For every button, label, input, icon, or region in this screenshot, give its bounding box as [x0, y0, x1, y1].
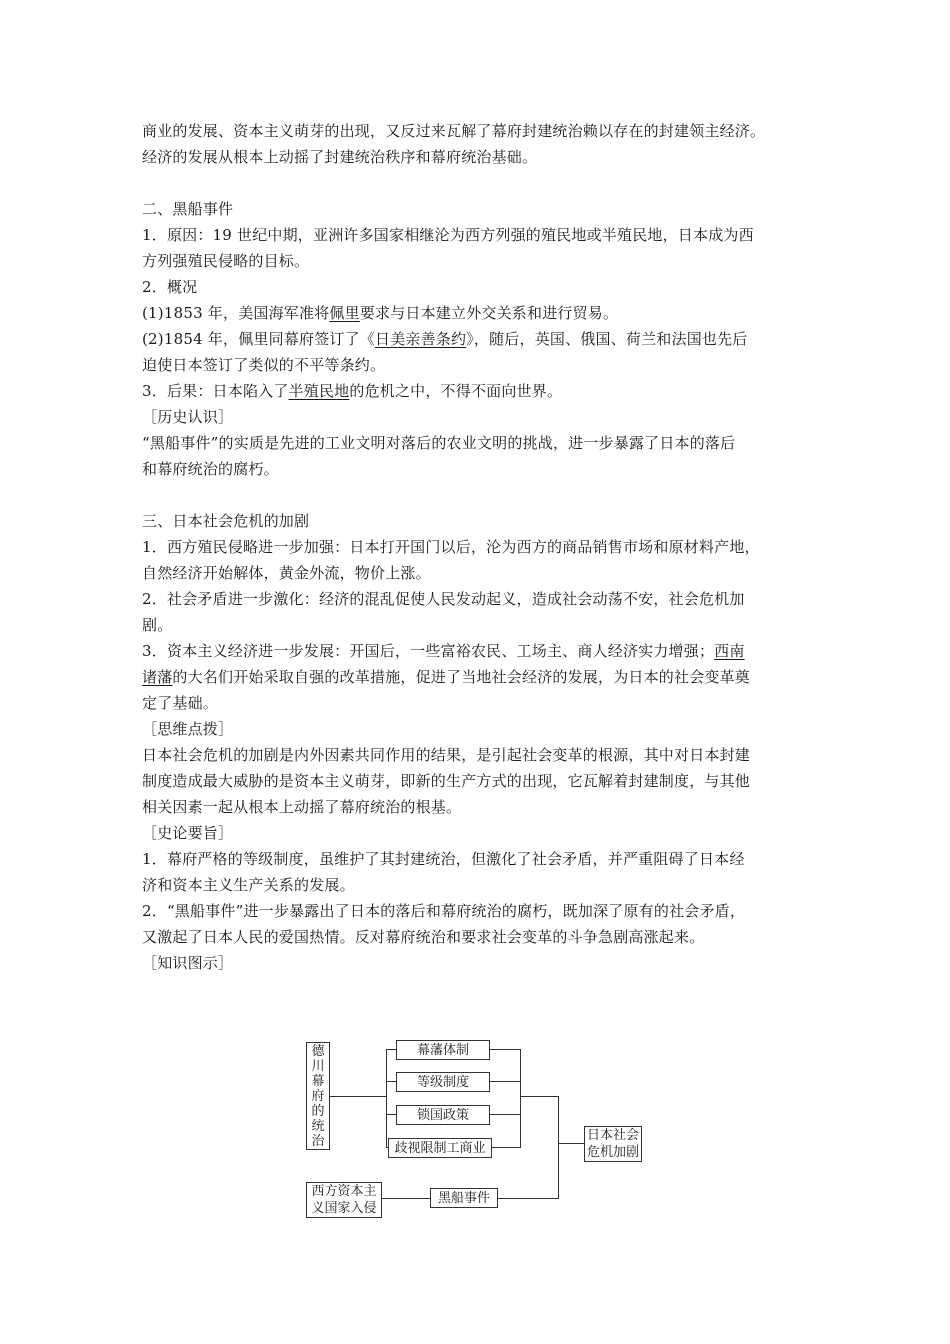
class-system-box: 等级制度 — [396, 1072, 490, 1092]
connector — [558, 1096, 559, 1198]
key-1-line-2: 济和资本主义生产关系的发展。 — [142, 876, 355, 894]
perry-term: 佩里 — [329, 304, 360, 322]
connector — [490, 1081, 520, 1082]
shogunate-domain-system-box: 幕藩体制 — [396, 1040, 490, 1060]
intro-line-1: 商业的发展、资本主义萌芽的出现，又反过来瓦解了幕府封建统治赖以存在的封建领主经济。 — [142, 122, 766, 140]
think-line-2: 制度造成最大威胁的是资本主义萌芽，即新的生产方式的出现，它瓦解着封建制度，与其他 — [142, 772, 751, 790]
think-line-1: 日本社会危机的加剧是内外因素共同作用的结果，是引起社会变革的根源，其中对日本封建 — [142, 746, 751, 764]
overview-point-2-cont: 迫使日本签订了类似的不平等条约。 — [142, 356, 386, 374]
item-1-line-1: 1．西方殖民侵略进一步加强：日本打开国门以后，沦为西方的商品销售市场和原材料产地， — [142, 538, 760, 556]
overview-label: 2．概况 — [142, 278, 198, 296]
seclusion-policy-box: 锁国政策 — [396, 1105, 490, 1125]
semi-colony-term: 半殖民地 — [288, 382, 350, 400]
social-crisis-box: 日本社会 危机加剧 — [584, 1126, 642, 1162]
connector — [520, 1049, 521, 1148]
section-3-heading: 三、日本社会危机的加剧 — [142, 512, 310, 530]
think-line-3: 相关因素一起从根本上动摇了幕府统治的根基。 — [142, 798, 462, 816]
connector — [558, 1143, 584, 1144]
southwest-term: 西南 — [714, 642, 745, 660]
document-body — [142, 118, 822, 976]
connector — [386, 1049, 396, 1050]
overview-point-2: (2)1854 年，佩里同幕府签订了《日美亲善条约》，随后，英国、俄国、荷兰和法国也先后 — [142, 330, 748, 348]
item-3-line-2: 诸藩的大名们开始采取自强的改革措施，促进了当地社会经济的发展，为日本的社会变革奠 — [142, 668, 751, 686]
insight-label: ［历史认识］ — [142, 408, 234, 426]
section-2-heading: 二、黑船事件 — [142, 200, 234, 218]
cause-line-2: 方列强殖民侵略的目标。 — [142, 252, 310, 270]
item-3-line-3: 定了基础。 — [142, 694, 219, 712]
connector — [490, 1114, 520, 1115]
insight-line-1: “黑船事件”的实质是先进的工业文明对落后的农业文明的挑战，进一步暴露了日本的落后 — [142, 434, 736, 452]
insight-line-2: 和幕府统治的腐朽。 — [142, 460, 279, 478]
connector — [386, 1114, 396, 1115]
black-ship-box: 黑船事件 — [430, 1188, 498, 1208]
key-2-line-1: 2．“黑船事件”进一步暴露出了日本的落后和幕府统治的腐朽，既加深了原有的社会矛盾， — [142, 902, 746, 920]
overview-point-1: (1)1853 年，美国海军准将佩里要求与日本建立外交关系和进行贸易。 — [142, 304, 619, 322]
connector — [490, 1049, 520, 1050]
think-label: ［思维点拨］ — [142, 720, 234, 738]
treaty-term: 日美亲善条约 — [375, 330, 467, 348]
restrict-commerce-box: 歧视限制工商业 — [388, 1138, 492, 1158]
tokugawa-rule-box: 德 川 幕 府 的 统 治 — [306, 1042, 330, 1150]
cause-line-1: 1．原因：19 世纪中期，亚洲许多国家相继沦为西方列强的殖民地或半殖民地，日本成为西 — [142, 226, 754, 244]
item-1-line-2: 自然经济开始解体，黄金外流，物价上涨。 — [142, 564, 431, 582]
knowledge-diagram — [300, 1034, 680, 1224]
connector — [498, 1198, 559, 1199]
result-line: 3．后果：日本陷入了半殖民地的危机之中，不得不面向世界。 — [142, 382, 563, 400]
item-2-line-1: 2．社会矛盾进一步激化：经济的混乱促使人民发动起义，造成社会动荡不安，社会危机加 — [142, 590, 745, 608]
item-3-line-1: 3．资本主义经济进一步发展：开国后，一些富裕农民、工场主、商人经济实力增强；西南 — [142, 642, 745, 660]
domains-term: 诸藩 — [142, 668, 173, 686]
chart-label: ［知识图示］ — [142, 954, 234, 972]
intro-line-2: 经济的发展从根本上动摇了封建统治秩序和幕府统治基础。 — [142, 148, 538, 166]
key-2-line-2: 又激起了日本人民的爱国热情。反对幕府统治和要求社会变革的斗争急剧高涨起来。 — [142, 928, 705, 946]
connector — [330, 1096, 386, 1097]
connector — [386, 1081, 396, 1082]
connector — [382, 1198, 430, 1199]
connector — [520, 1096, 558, 1097]
item-2-line-2: 剧。 — [142, 616, 173, 634]
key-1-line-1: 1．幕府严格的等级制度，虽维护了其封建统治，但激化了社会矛盾，并严重阻碍了日本经 — [142, 850, 745, 868]
western-invasion-box: 西方资本主 义国家入侵 — [306, 1182, 382, 1218]
connector — [492, 1147, 520, 1148]
key-label: ［史论要旨］ — [142, 824, 234, 842]
connector — [386, 1049, 387, 1148]
